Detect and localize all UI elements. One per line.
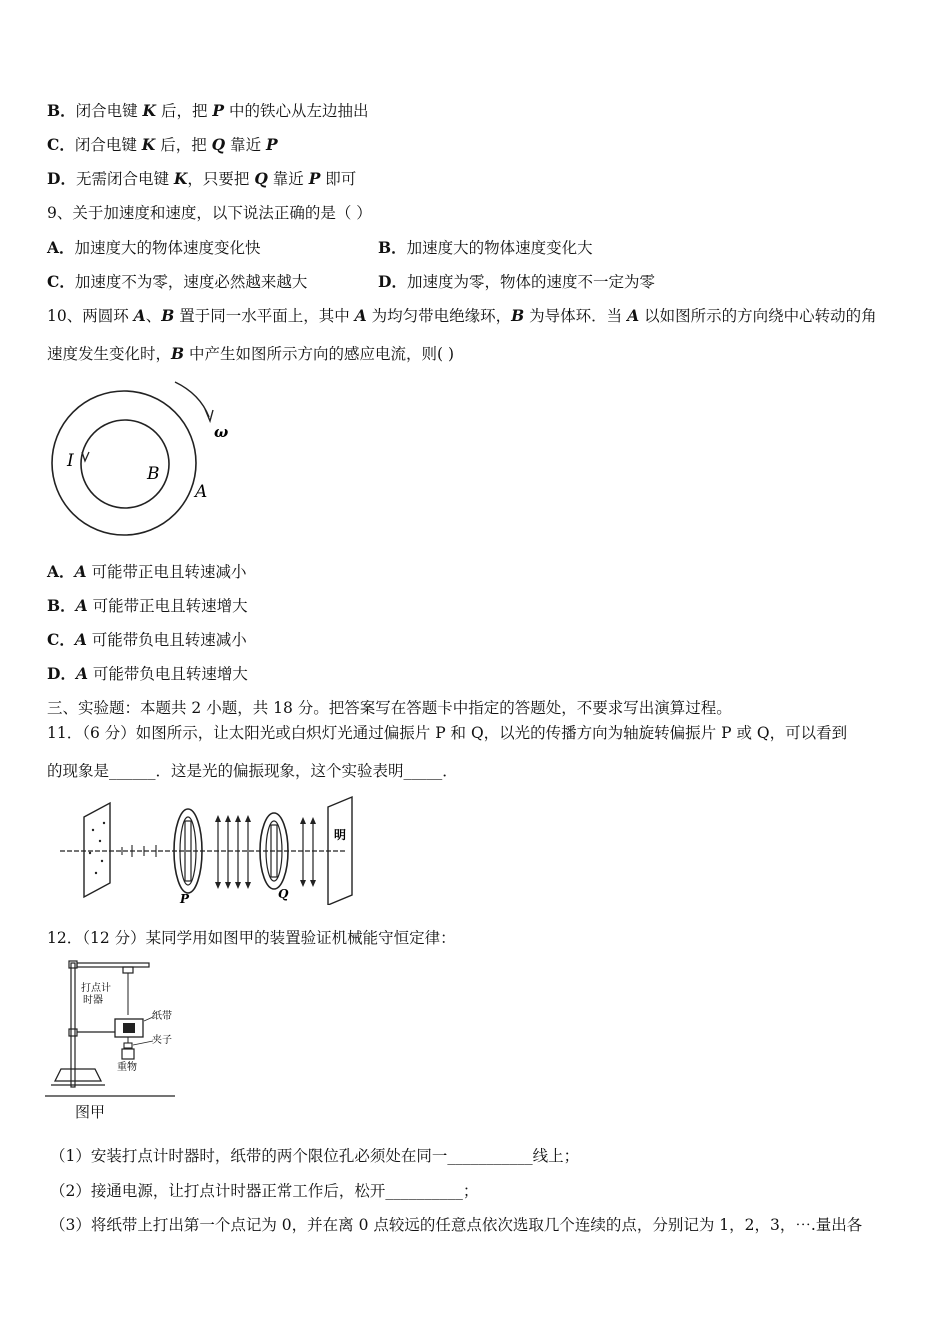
tape-label: 纸带 [152,1011,172,1022]
polarized-arrowheads [215,815,251,889]
q10-stem-line2: 速度发生变化时，B 中产生如图所示方向的感应电流，则( ) [47,344,455,363]
section-3-heading: 三、实验题：本题共 2 小题，共 18 分。把答案写在答题卡中指定的答题处，不要求写出演算过程。 [47,699,732,717]
q12-stem: 12．（12 分）某同学用如图甲的装置验证机械能守恒定律： [47,929,456,947]
label-q: Q [278,887,289,901]
ring-a-label: A [195,482,208,502]
stand-mid-clamp [69,1029,77,1036]
q9-option-a: A．加速度大的物体速度变化快 [47,238,261,257]
label-bright: 明 [334,828,347,842]
q9-option-c: C．加速度不为零，速度必然越来越大 [47,272,308,291]
q8-option-c: C．闭合电键 K 后，把 Q 靠近 P [47,135,278,154]
stand-top-clamp [69,961,77,968]
timer-core [123,1023,135,1033]
q10-ring-figure [45,372,245,552]
q8-option-b: B．闭合电键 K 后，把 P 中的铁心从左边抽出 [47,101,369,120]
clip-leader [133,1041,153,1045]
q9-option-b: B．加速度大的物体速度变化大 [378,238,593,257]
clip-label: 夹子 [152,1035,172,1046]
q10-option-b: B．A 可能带正电且转速增大 [47,596,248,615]
arm-clamp [123,967,133,973]
ring-b-label: B [147,464,160,484]
q11-stem-line1: 11．（6 分）如图所示，让太阳光或白炽灯光通过偏振片 P 和 Q，以光的传播方向为轴旋转偏振片 P 或 Q，可以看到 [47,724,848,742]
polarized-arrows [218,819,248,885]
q10-stem-line1: 10、两圆环 A、B 置于同一水平面上，其中 A 为均匀带电绝缘环，B 为导体环．当 A 以如图所示的方向绕中心转动的角 [47,306,877,325]
stand-arm [77,963,149,967]
label-p: P [180,892,190,905]
light-source-dots [89,822,105,874]
light-source-plate [84,803,110,897]
clip-shape [124,1043,132,1048]
timer-label-2: 时器 [83,995,103,1006]
rotation-arrow-head [205,409,213,421]
q11-polarizer-figure [60,795,370,905]
timer-label-1: 打点计 [81,983,111,994]
q11-stem-line2: 的现象是______．这是光的偏振现象，这个实验表明_____． [47,762,458,780]
omega-label: ω [214,423,229,441]
weight-label: 重物 [117,1062,137,1073]
q8-option-d: D．无需闭合电键 K，只要把 Q 靠近 P 即可 [47,169,357,188]
q9-option-d: D．加速度为零，物体的速度不一定为零 [378,272,655,291]
figure-jia-caption: 图甲 [75,1103,106,1121]
q12-apparatus-figure [45,955,205,1100]
current-arrow-head [82,452,89,461]
current-label: I [67,451,74,471]
q12-step-1: （1）安装打点计时器时，纸带的两个限位孔必须处在同一___________线上； [50,1147,580,1165]
q10-option-d: D．A 可能带负电且转速增大 [47,664,248,683]
q12-step-2: （2）接通电源，让打点计时器正常工作后，松开__________； [50,1182,479,1200]
q9-stem: 9、关于加速度和速度，以下说法正确的是（ ） [47,204,372,222]
q10-option-a: A．A 可能带正电且转速减小 [47,562,247,581]
rotation-arrow [175,382,209,417]
stand-base [55,1069,101,1081]
q10-option-c: C．A 可能带负电且转速减小 [47,630,247,649]
weight-shape [122,1049,134,1059]
q12-step-3: （3）将纸带上打出第一个点记为 0，并在离 0 点较远的任意点依次选取几个连续的点，分别记为 1，2，3，⋯.量出各 [50,1216,863,1234]
transmitted-arrows [303,821,313,883]
